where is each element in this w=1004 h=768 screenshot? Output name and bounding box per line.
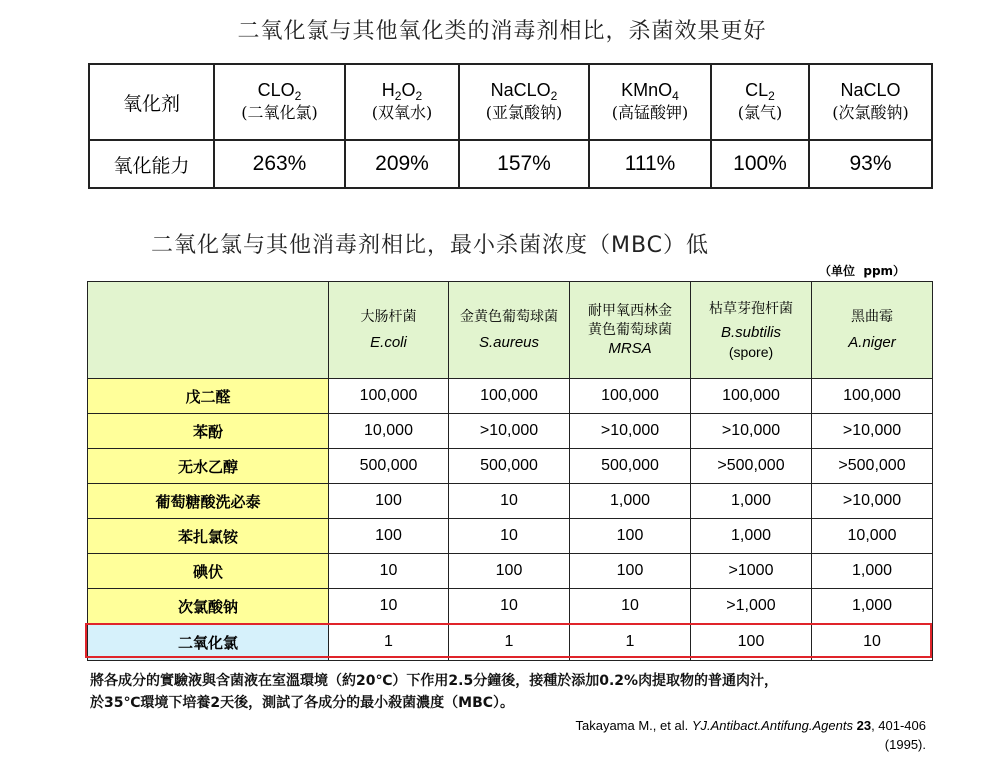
mbc-value: 100,000 — [449, 379, 570, 414]
mbc-row — [88, 379, 933, 414]
formula: NaCLO$_2$ — [490, 80, 558, 103]
mbc-row — [88, 554, 933, 589]
mbc-value: 1 — [329, 624, 449, 661]
mbc-row — [88, 519, 933, 554]
mbc-value: 10,000 — [329, 414, 449, 449]
mbc-value: 1,000 — [812, 589, 933, 624]
chinese-name: (双氧水) — [371, 103, 433, 122]
mbc-value: 10 — [329, 554, 449, 589]
mbc-value: 100,000 — [691, 379, 812, 414]
formula: KMnO$_4$ — [621, 80, 679, 103]
mbc-value: >1,000 — [691, 589, 812, 624]
reference-citation — [575, 716, 926, 754]
mbc-row — [88, 484, 933, 519]
reference-line: Takayama M., et al. YJ.Antibact.Antifung.Agents 23, 401-406 — [575, 718, 926, 733]
mbc-value: 10 — [449, 484, 570, 519]
title-oxidation-comparison: 二氧化氯与其他氧化类的消毒剂相比，杀菌效果更好 — [237, 19, 767, 44]
disinfectant-label: 无水乙醇 — [88, 449, 329, 484]
oxidant-cell-kmno4 — [589, 64, 711, 140]
chinese-name: (氯气) — [737, 103, 783, 122]
mbc-value: 500,000 — [329, 449, 449, 484]
mbc-value: 1 — [570, 624, 691, 661]
header-aniger: 黑曲霉 A.niger — [812, 282, 933, 379]
oxidant-cell-h2o2 — [345, 64, 459, 140]
mbc-value: 500,000 — [449, 449, 570, 484]
mbc-table — [87, 281, 933, 661]
note-line: 於35℃環境下培養2天後，測試了各成分的最小殺菌濃度（MBC）。 — [90, 695, 515, 711]
mbc-value: >1000 — [691, 554, 812, 589]
mbc-value: 10,000 — [812, 519, 933, 554]
oxidant-cell-cl2 — [711, 64, 809, 140]
capacity-value: 111% — [589, 140, 711, 188]
oxidant-row — [89, 64, 932, 140]
title-mbc-comparison: 二氧化氯与其他消毒剂相比，最小杀菌浓度（MBC）低 — [150, 233, 710, 258]
mbc-value: >10,000 — [570, 414, 691, 449]
mbc-value: 100 — [570, 519, 691, 554]
oxidant-cell-naclo — [809, 64, 932, 140]
mbc-value: 100,000 — [329, 379, 449, 414]
capacity-row-label: 氧化能力 — [89, 140, 214, 188]
mbc-value: 1,000 — [570, 484, 691, 519]
note-line: 將各成分的實驗液與含菌液在室溫環境（約20℃）下作用2.5分鐘後，接種於添加0.2%肉提取物的普通肉汁， — [90, 673, 779, 689]
disinfectant-label: 二氧化氯 — [88, 624, 329, 661]
capacity-value: 100% — [711, 140, 809, 188]
oxidant-cell-naclo2 — [459, 64, 589, 140]
mbc-value: 1,000 — [812, 554, 933, 589]
mbc-row — [88, 624, 933, 661]
mbc-value: 100 — [691, 624, 812, 661]
header-saureus: 金黄色葡萄球菌 S.aureus — [449, 282, 570, 379]
mbc-value: >10,000 — [812, 484, 933, 519]
mbc-row — [88, 589, 933, 624]
mbc-value: 100,000 — [570, 379, 691, 414]
mbc-row — [88, 414, 933, 449]
oxidation-capacity-table — [88, 63, 933, 189]
disinfectant-label: 苯酚 — [88, 414, 329, 449]
reference-year: (1995). — [884, 737, 926, 752]
mbc-value: 1,000 — [691, 519, 812, 554]
oxidation-capacity-row — [89, 140, 932, 188]
chinese-name: (次氯酸钠) — [832, 103, 909, 122]
disinfectant-label: 苯扎氯铵 — [88, 519, 329, 554]
mbc-value: 100,000 — [812, 379, 933, 414]
mbc-value: 10 — [449, 589, 570, 624]
capacity-value: 157% — [459, 140, 589, 188]
mbc-value: >10,000 — [449, 414, 570, 449]
disinfectant-label: 碘伏 — [88, 554, 329, 589]
experiment-note — [90, 670, 970, 714]
header-empty-cell — [88, 282, 329, 379]
header-mrsa: 耐甲氧西林金 黄色葡萄球菌 MRSA — [570, 282, 691, 379]
capacity-value: 209% — [345, 140, 459, 188]
formula: $CLO_2$ — [257, 80, 302, 103]
disinfectant-label: 次氯酸钠 — [88, 589, 329, 624]
mbc-value: 10 — [570, 589, 691, 624]
disinfectant-label: 葡萄糖酸洗必泰 — [88, 484, 329, 519]
header-bsubtilis: 枯草芽孢杆菌 B.subtilis (spore) — [691, 282, 812, 379]
chinese-name: (高锰酸钾) — [611, 103, 689, 122]
chinese-name: (二氧化氯) — [241, 103, 318, 122]
mbc-value: >10,000 — [812, 414, 933, 449]
oxidant-cell-clo2 — [214, 64, 345, 140]
mbc-value: 500,000 — [570, 449, 691, 484]
mbc-value: 100 — [329, 484, 449, 519]
formula: $CL_2$ — [745, 80, 775, 103]
mbc-value: >500,000 — [691, 449, 812, 484]
oxidant-row-label: 氧化剂 — [89, 64, 214, 140]
mbc-row — [88, 449, 933, 484]
formula: $H_2O_2$ — [381, 80, 423, 103]
mbc-value: 1,000 — [691, 484, 812, 519]
capacity-value: 263% — [214, 140, 345, 188]
mbc-value: >500,000 — [812, 449, 933, 484]
header-ecoli: 大肠杆菌 E.coli — [329, 282, 449, 379]
unit-label: （单位 ppm） — [819, 264, 906, 278]
mbc-value: >10,000 — [691, 414, 812, 449]
mbc-value: 100 — [570, 554, 691, 589]
mbc-value: 10 — [329, 589, 449, 624]
mbc-value: 100 — [329, 519, 449, 554]
disinfectant-label: 戊二醛 — [88, 379, 329, 414]
mbc-value: 1 — [449, 624, 570, 661]
chinese-name: (亚氯酸钠) — [485, 103, 563, 122]
mbc-header-row — [88, 282, 933, 379]
mbc-value: 10 — [812, 624, 933, 661]
mbc-value: 10 — [449, 519, 570, 554]
mbc-value: 100 — [449, 554, 570, 589]
capacity-value: 93% — [809, 140, 932, 188]
formula: NaCLO — [840, 80, 901, 100]
